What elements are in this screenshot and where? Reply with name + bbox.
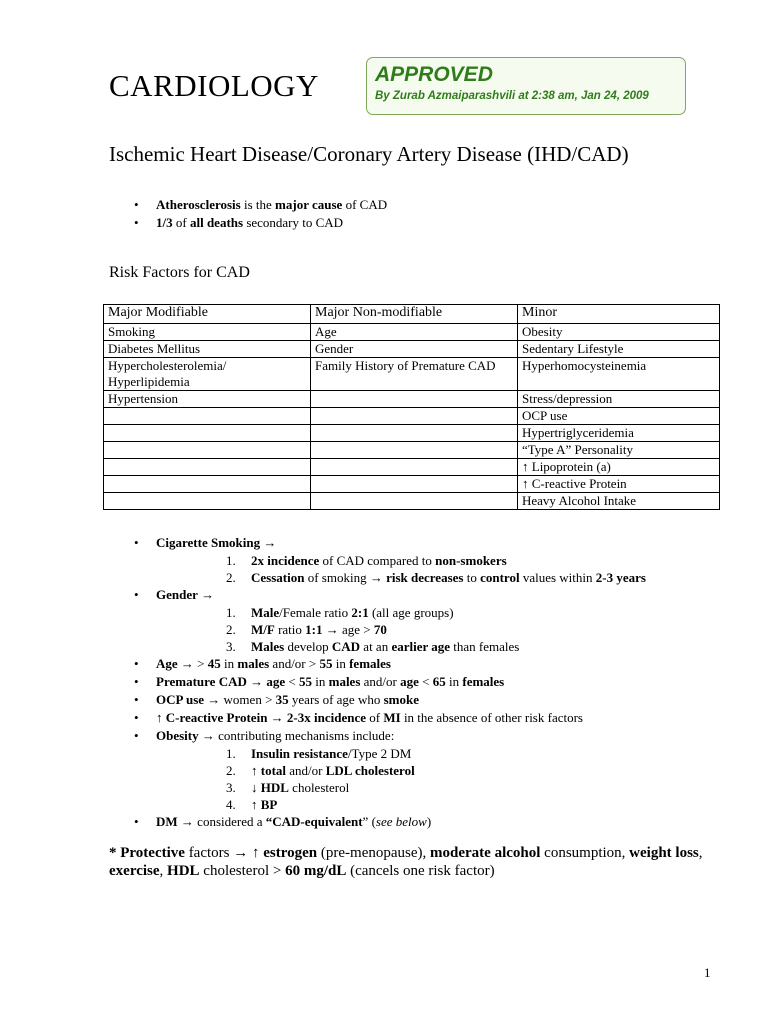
table-cell: [311, 425, 518, 442]
list-item: 1. 2x incidence of CAD compared to non-smokers: [226, 553, 507, 568]
list-item: 1. Insulin resistance/Type 2 DM: [226, 746, 412, 761]
table-cell: [311, 459, 518, 476]
table-row: [104, 459, 720, 476]
section-heading: Ischemic Heart Disease/Coronary Artery Disease (IHD/CAD): [109, 142, 629, 166]
table-cell: ↑ C-reactive Protein: [518, 476, 720, 493]
table-cell: Hypertriglyceridemia: [518, 425, 720, 442]
table-cell: [311, 408, 518, 425]
list-item-gender: • Gender → 1. Male/Female ratio 2:1 (all age groups) 2. M/F ratio 1:1 → age > 70 3. Males develop CAD at an earlier age than females: [109, 586, 729, 655]
list-item: • Atherosclerosis is the major cause of CAD: [109, 196, 709, 214]
stamp-title: APPROVED: [375, 63, 493, 86]
approved-stamp: [366, 57, 686, 115]
table-cell: Hyperhomocysteinemia: [518, 358, 720, 391]
table-cell: Hypercholesterolemia/ Hyperlipidemia: [104, 358, 311, 391]
table-row: [104, 476, 720, 493]
table-cell: [104, 459, 311, 476]
table-cell: [104, 425, 311, 442]
table-cell: [104, 442, 311, 459]
column-header: Minor: [518, 305, 720, 324]
table-cell: [311, 442, 518, 459]
column-header: Major Modifiable: [104, 305, 311, 324]
table-row: [104, 391, 720, 408]
table-row: [104, 324, 720, 341]
table-cell: Hypertension: [104, 391, 311, 408]
table-cell: Sedentary Lifestyle: [518, 341, 720, 358]
list-item: 3. ↓ HDL cholesterol: [226, 780, 350, 795]
table-cell: [311, 493, 518, 510]
table-cell: Stress/depression: [518, 391, 720, 408]
column-header: Major Non-modifiable: [311, 305, 518, 324]
table-header-row: [104, 305, 720, 324]
table-row: [104, 341, 720, 358]
gender-sublist: [156, 604, 729, 655]
risk-factors-heading: Risk Factors for CAD: [109, 264, 250, 281]
intro-list: [109, 196, 709, 232]
list-item-premature-cad: • Premature CAD → age < 55 in males and/or age < 65 in females: [109, 673, 729, 691]
table-cell: Heavy Alcohol Intake: [518, 493, 720, 510]
obesity-sublist: [156, 745, 729, 813]
list-item: 1. Male/Female ratio 2:1 (all age groups): [226, 605, 454, 620]
table-cell: “Type A” Personality: [518, 442, 720, 459]
list-item: 4. ↑ BP: [226, 797, 278, 812]
table-row: [104, 425, 720, 442]
list-item: 2. M/F ratio 1:1 → age > 70: [226, 622, 387, 637]
list-item: 2. ↑ total and/or LDL cholesterol: [226, 763, 415, 778]
list-item-obesity: • Obesity → contributing mechanisms include: 1. Insulin resistance/Type 2 DM 2. ↑ total and/or LDL cholesterol 3. ↓ HDL cholesterol 4. ↑ BP: [109, 727, 729, 813]
list-item-dm: • DM → considered a “CAD-equivalent” (see below): [109, 813, 729, 831]
page-number: 1: [704, 965, 711, 980]
page-title: CARDIOLOGY: [109, 68, 319, 103]
table-cell: [104, 476, 311, 493]
list-item-age: • Age → > 45 in males and/or > 55 in females: [109, 655, 729, 673]
list-item-crp: • ↑ C-reactive Protein → 2-3x incidence of MI in the absence of other risk factors: [109, 709, 729, 727]
table-cell: Age: [311, 324, 518, 341]
table-cell: [311, 391, 518, 408]
table-row: [104, 408, 720, 425]
list-item: 2. Cessation of smoking → risk decreases to control values within 2-3 years: [226, 570, 646, 585]
table-cell: Family History of Premature CAD: [311, 358, 518, 391]
list-item: • 1/3 of all deaths secondary to CAD: [109, 214, 709, 232]
details-list: [109, 534, 729, 831]
list-item: 3. Males develop CAD at an earlier age than females: [226, 639, 520, 654]
table-row: [104, 493, 720, 510]
table-cell: Obesity: [518, 324, 720, 341]
risk-factors-table: [103, 304, 720, 510]
stamp-subtitle: By Zurab Azmaiparashvili at 2:38 am, Jan 24, 2009: [375, 90, 649, 102]
list-item-ocp: • OCP use → women > 35 years of age who smoke: [109, 691, 729, 709]
table-cell: [104, 493, 311, 510]
table-cell: [104, 408, 311, 425]
table-cell: [311, 476, 518, 493]
table-cell: Gender: [311, 341, 518, 358]
table-cell: Diabetes Mellitus: [104, 341, 311, 358]
protective-factors: * Protective factors → ↑ estrogen (pre-menopause), moderate alcohol consumption, weight loss, exercise, HDL cholesterol > 60 mg/dL (cancels one risk factor): [109, 845, 703, 879]
list-item-smoking: • Cigarette Smoking → 1. 2x incidence of CAD compared to non-smokers 2. Cessation of smoking → risk decreases to control values within 2-3 years: [109, 534, 729, 586]
table-cell: Smoking: [104, 324, 311, 341]
table-cell: ↑ Lipoprotein (a): [518, 459, 720, 476]
table-cell: OCP use: [518, 408, 720, 425]
table-row: [104, 358, 720, 391]
smoking-sublist: [156, 552, 729, 586]
table-row: [104, 442, 720, 459]
